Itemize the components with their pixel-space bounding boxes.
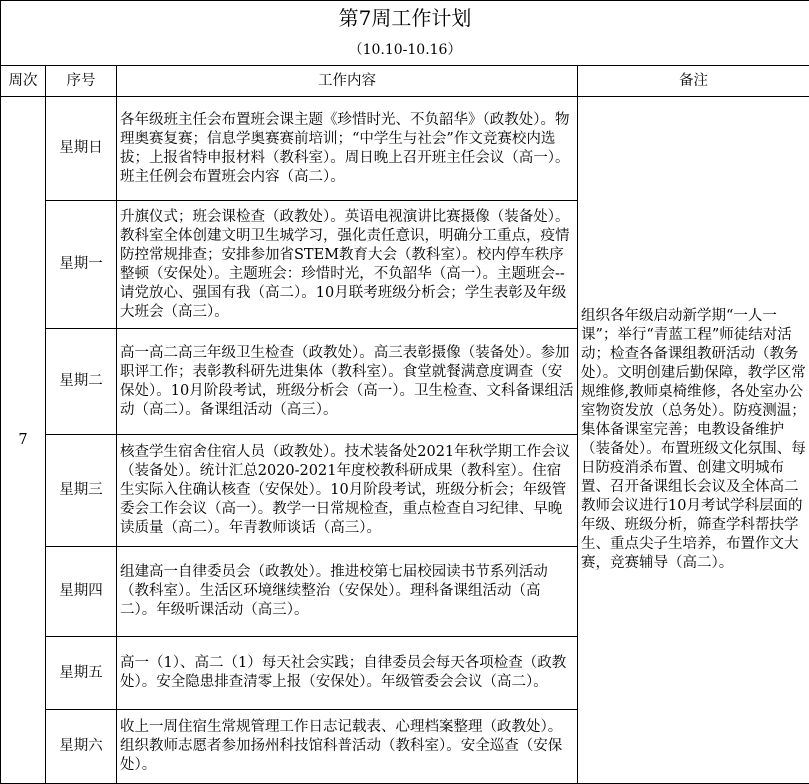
day-label: 星期一 (46, 201, 117, 329)
work-content: 核查学生宿舍住宿人员（政教处）。技术装备处2021年秋学期工作会议（装备处）。统计汇总2020-2021年度校教科研成果（教科室）。住宿生实际入住确认核查（安保处）。10月阶段考试，班级分析会；年级管委会工作会议（高一）。教学一日常规检查，重点检查自习纪律、早晚读质量（高二）。年青教师谈话（高三）。 (117, 435, 578, 547)
work-content: 高一高二高三年级卫生检查（政教处）。高三表彰摄像（装备处）。参加职评工作；表彰教科研先进集体（教科室）。食堂就餐满意度调查（安保处）。10月阶段考试，班级分析会（高一）。卫生检查、文科备课组活动（高二）。备课组活动（高三）。 (117, 329, 578, 435)
table-row (1, 97, 809, 201)
date-range-subtitle: （10.10-10.16） (1, 35, 809, 66)
plan-title: 第7周工作计划 (1, 1, 809, 36)
header-week: 周次 (1, 66, 46, 97)
day-label: 星期六 (46, 710, 117, 784)
day-label: 星期四 (46, 547, 117, 637)
week-number: 7 (1, 97, 46, 784)
remark-content: 组织各年级启动新学期“一人一课”；举行“青蓝工程”师徒结对活动；检查各备课组教研活动（教务处）。文明创建后勤保障，教学区常规维修,教师桌椅维修，各处室办公室物资发放（总务处）。防疫测温；集体备课室完善；电教设备维护（装备处）。布置班级文化氛围、每日防疫消杀布置、创建文明城布置、召开备课组长会议及全体高二教师会议进行10月考试学科层面的年级、班级分析，筛查学科帮扶学生、重点尖子生培养，布置作文大赛，竞赛辅导（高二）。 (578, 97, 809, 784)
header-remark: 备注 (578, 66, 809, 97)
work-content: 组建高一自律委员会（政教处）。推进校第七届校园读书节系列活动（教科室）。生活区环境继续整治（安保处）。理科备课组活动（高二）。年级听课活动（高三）。 (117, 547, 578, 637)
work-content: 各年级班主任会布置班会课主题《珍惜时光、不负韶华》（政教处）。物理奥赛复赛；信息学奥赛赛前培训；“中学生与社会”作文竞赛校内选拔；上报省特申报材料（教科室）。周日晚上召开班主任会议（高一）。班主任例会布置班会内容（高二）。 (117, 97, 578, 201)
day-label: 星期日 (46, 97, 117, 201)
work-content: 高一（1）、高二（1）每天社会实践；自律委员会每天各项检查（政教处）。安全隐患排查清零上报（安保处）。年级管委会会议（高二）。 (117, 637, 578, 710)
work-content: 收上一周住宿生常规管理工作日志记载表、心理档案整理（政教处）。组织教师志愿者参加扬州科技馆科普活动（教科室）。安全巡查（安保处）。 (117, 710, 578, 784)
header-index: 序号 (46, 66, 117, 97)
day-label: 星期五 (46, 637, 117, 710)
day-label: 星期三 (46, 435, 117, 547)
day-label: 星期二 (46, 329, 117, 435)
header-content: 工作内容 (117, 66, 578, 97)
work-content: 升旗仪式；班会课检查（政教处）。英语电视演讲比赛摄像（装备处）。教科室全体创建文明卫生城学习，强化责任意识，明确分工重点，疫情防控常规排查；安排参加省STEM教育大会（教科室）。校内停车秩序整顿（安保处）。主题班会：珍惜时光，不负韶华（高一）。主题班会--请党放心、强国有我（高二）。10月联考班级分析会；学生表彰及年级大班会（高三）。 (117, 201, 578, 329)
